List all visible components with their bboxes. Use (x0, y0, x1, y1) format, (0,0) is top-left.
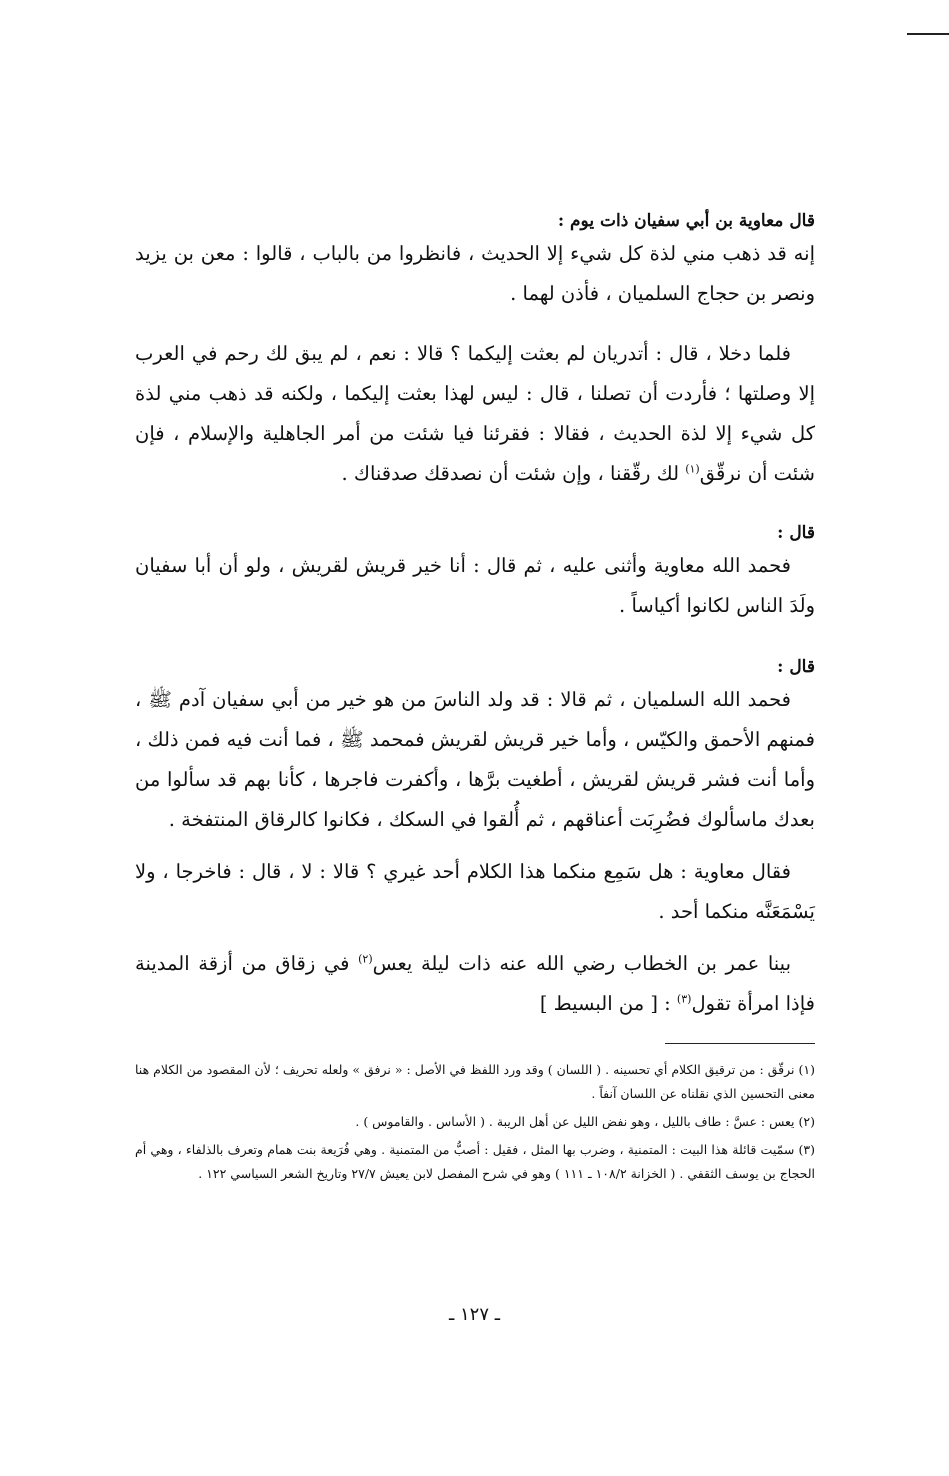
section-heading: قال معاوية بن أبي سفيان ذات يوم : (557, 211, 815, 231)
footnotes (135, 1058, 815, 1186)
footnote-marker: (١) (685, 462, 700, 476)
section-heading: قال : (777, 657, 815, 677)
footnote-2: (٢) يعس : عسَّ : طاف بالليل ، وهو نفض الليل عن أهل الريبة . ( الأساس . والقاموس ) . (355, 1114, 815, 1129)
footnote-3: (٣) سمّيت قائلة هذا البيت : المتمنية ، وضرب بها المثل ، فقيل : أصبُّ من المتمنية . وهي فُرَيعة بنت همام وتعرف بالذلفاء ، وهي أم الحجاج بن يوسف الثقفي . ( الخزانة ١٠٨/٢ ـ ١١١ ) وهو في شرح المفصل لابن يعيش ٢٧/٧ وتاريخ الشعر السياسي ١٢٢ . (135, 1142, 815, 1181)
page-number: ـ ١٢٧ ـ (448, 1304, 500, 1325)
footnote-marker: (٣) (676, 992, 692, 1006)
section-1 (135, 208, 815, 314)
footnote-1: (١) نرقّق : من ترقيق الكلام أي تحسينه . ( اللسان ) وقد ورد اللفظ في الأصل : « نرفق » ولعله تحريف ؛ لأن المقصود من الكلام هنا معنى التحسين الذي نقلناه عن اللسان آنفاً . (135, 1062, 815, 1101)
section-3 (135, 520, 815, 626)
paragraph (135, 334, 815, 494)
paragraph: فقال معاوية : هل سَمِع منكما هذا الكلام أحد غيري ؟ قالا : لا ، قال : فاخرجا ، ولا يَسْمَعَنَّه منكما أحد . (135, 860, 815, 923)
paragraph-text: : [ من البسيط ] (539, 992, 677, 1015)
footnote-separator (665, 1043, 815, 1044)
paragraph-text: بينا عمر بن الخطاب رضي الله عنه ذات ليلة يعس (372, 952, 791, 975)
section-heading: قال : (777, 523, 815, 543)
section-2 (135, 334, 815, 494)
paragraph: فحمد الله معاوية وأثنى عليه ، ثم قال : أنا خير قريش لقريش ، ولو أن أبا سفيان ولَدَ الناس لكانوا أكياساً . (135, 554, 815, 617)
paragraph (135, 944, 815, 1024)
paragraph-text: لك رقّقنا ، وإن شئت أن نصدقك صدقناك . (341, 462, 686, 485)
paragraph: فحمد الله السلميان ، ثم قالا : قد ولد الناسَ من هو خير من أبي سفيان آدم ﷺ ، فمنهم الأحمق والكيّس ، وأما خير قريش لقريش فمحمد ﷺ ، فما أنت فيه فمن ذلك ، وأما أنت فشر قريش لقريش ، أطغيت برَّها ، وأكفرت فاجرها ، كأنا بهم قد سألوا من بعدك ماسألوك فضُرِبَت أعناقهم ، ثم أُلقوا في السكك ، فكانوا كالرقاق المنتفخة . (135, 688, 815, 831)
section-5 (135, 852, 815, 932)
paragraph: إنه قد ذهب مني لذة كل شيء إلا الحديث ، فانظروا من بالباب ، قالوا : معن بن يزيد ونصر بن حجاج السلميان ، فأذن لهما . (135, 242, 815, 305)
paragraph-text: فلما دخلا ، قال : أتدريان لم بعثت إليكما ؟ قالا : نعم ، لم يبق لك رحم في العرب إلا وصلتها ؛ فأردت أن تصلنا ، قال : ليس لهذا بعثت إليكما ، ولكنه قد ذهب مني لذة كل شيء إلا لذة الحديث ، فقالا : فقرئنا فيا شئت من أمر الجاهلية والإسلام ، فإن شئت أن نرقّق (135, 342, 815, 485)
paragraph-text: في زقاق من أزقة المدينة فإذا امرأة تقول (135, 952, 815, 1015)
footnote-marker: (٢) (358, 952, 373, 966)
section-6 (135, 944, 815, 1024)
corner-rule (907, 33, 949, 35)
section-4 (135, 654, 815, 840)
